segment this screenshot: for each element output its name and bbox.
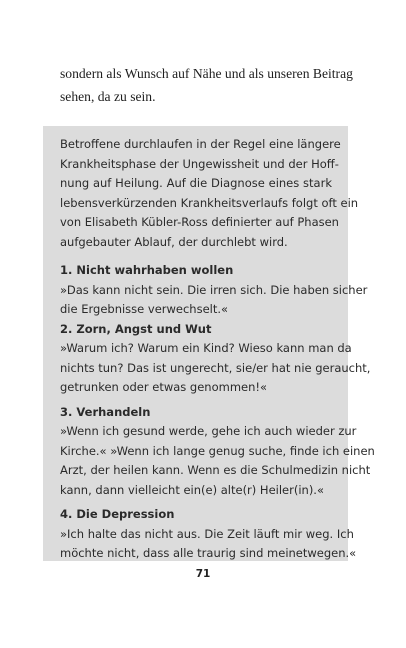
phase-3: [60, 403, 375, 501]
phase-line: möchte nicht, dass alle traurig sind meinetwegen.«: [60, 546, 357, 560]
phase-line: »Warum ich? Warum ein Kind? Wieso kann man da: [60, 341, 352, 355]
phase-line: Arzt, der heilen kann. Wenn es die Schulmedizin nicht: [60, 463, 371, 477]
info-box-content: [60, 135, 375, 564]
paragraph-line: Betroffene durchlaufen in der Regel eine längere: [60, 137, 341, 151]
phase-heading: 1. Nicht wahrhaben wollen: [60, 263, 234, 277]
intro-line: sondern als Wunsch auf Nähe und als unseren Beitrag: [60, 66, 353, 81]
paragraph-line: von Elisabeth Kübler-Ross definierter auf Phasen: [60, 215, 339, 229]
phase-4: [60, 505, 357, 564]
paragraph-line: Krankheitsphase der Ungewissheit und der Hoff-: [60, 156, 339, 171]
phase-heading: 4. Die Depression: [60, 507, 175, 521]
phase-line: kann, dann vielleicht ein(e) alte(r) Heiler(in).«: [60, 482, 324, 497]
phase-line: nichts tun? Das ist ungerecht, sie/er hat nie geraucht,: [60, 360, 371, 375]
page-number: 71: [195, 568, 211, 580]
intro-line: sehen, da zu sein.: [60, 89, 156, 104]
phase-heading: 3. Verhandeln: [60, 404, 151, 419]
intro-text: [60, 62, 353, 108]
phase-1: [60, 261, 368, 320]
phase-line: die Ergebnisse verwechselt.«: [60, 302, 229, 316]
phase-2: [60, 320, 371, 398]
info-paragraph: [60, 135, 359, 252]
phase-line: getrunken oder etwas genommen!«: [60, 380, 268, 394]
paragraph-line: nung auf Heilung. Auf die Diagnose eines stark: [60, 176, 332, 190]
phase-line: »Das kann nicht sein. Die irren sich. Die haben sicher: [60, 282, 368, 297]
phase-line: »Wenn ich gesund werde, gehe ich auch wieder zur: [60, 424, 357, 438]
phase-line: »Ich halte das nicht aus. Die Zeit läuft mir weg. Ich: [60, 526, 354, 541]
paragraph-line: lebensverkürzenden Krankheitsverlaufs folgt oft ein: [60, 195, 359, 210]
info-box: [43, 126, 375, 561]
paragraph-line: aufgebauter Ablauf, der durchlebt wird.: [60, 234, 288, 249]
phase-line: Kirche.« »Wenn ich lange genug suche, finde ich einen: [60, 443, 375, 458]
phase-heading: 2. Zorn, Angst und Wut: [60, 321, 212, 336]
